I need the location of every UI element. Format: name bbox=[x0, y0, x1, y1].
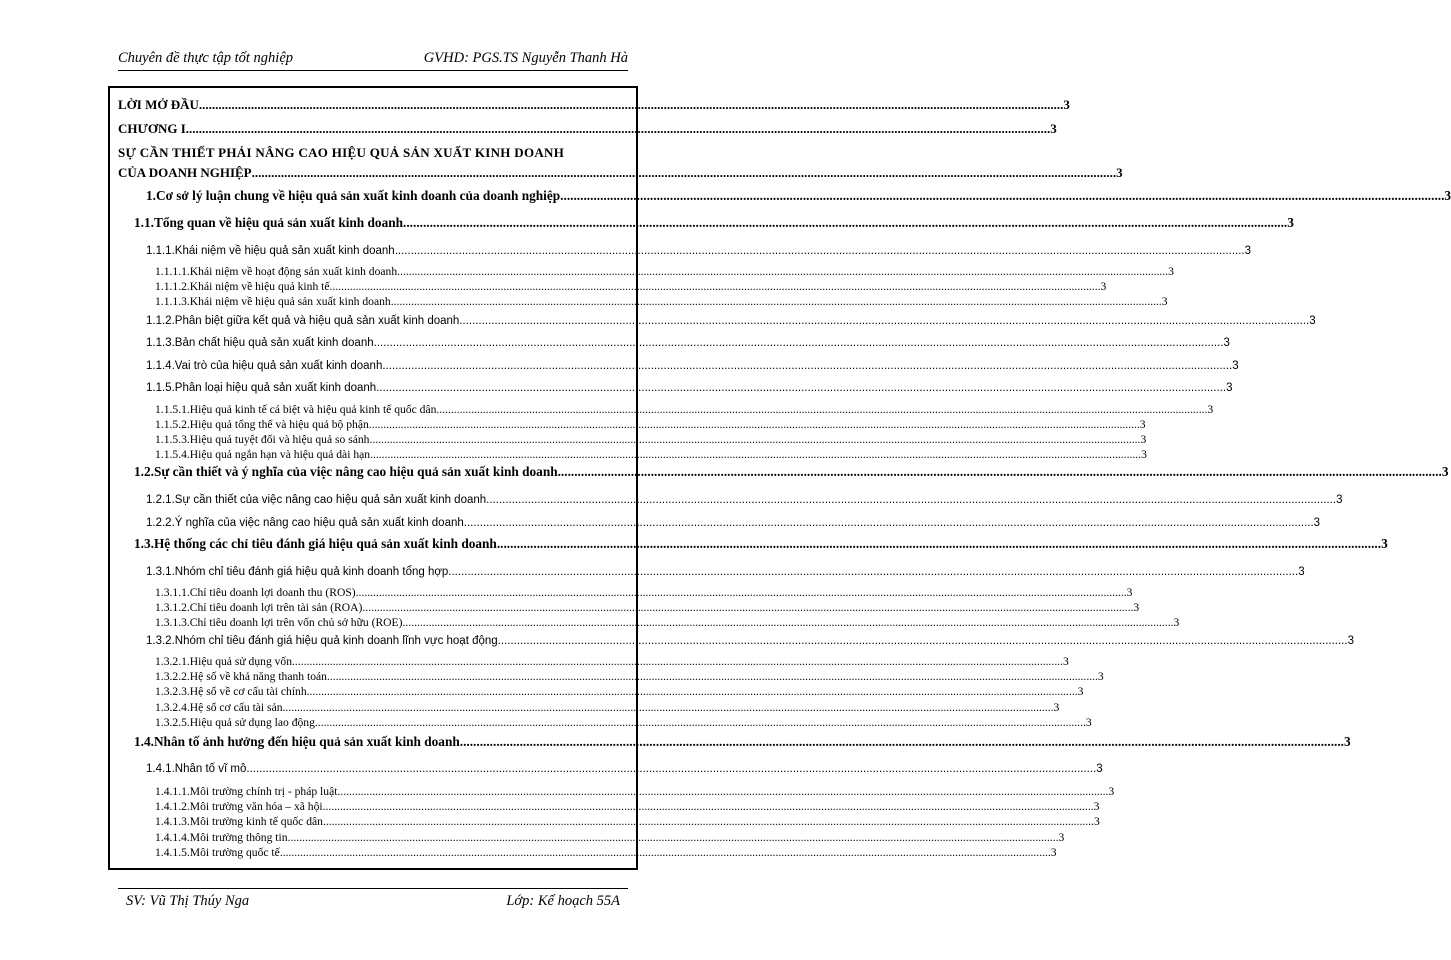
toc-entry[interactable]: CỦA DOANH NGHIỆP .......................................................................................................................................................................................................................................................................... 3 bbox=[118, 165, 1123, 180]
toc-entry[interactable]: 1.1.5.4.Hiệu quả ngắn hạn và hiệu quả dài hạn .......................................................................................................................................................................................................................................................................... 3 bbox=[155, 448, 1147, 461]
toc-entry[interactable]: LỜI MỞ ĐẦU .......................................................................................................................................................................................................................................................................... 3 bbox=[118, 97, 1070, 112]
toc-entry[interactable]: 1.4.1.4.Môi trường thông tin .......................................................................................................................................................................................................................................................................... 3 bbox=[155, 831, 1065, 844]
toc-entry[interactable]: 1.1.2.Phân biệt giữa kết quả và hiệu quả sản xuất kinh doanh .......................................................................................................................................................................................................................................................................... 3 bbox=[146, 315, 1316, 327]
toc-entry[interactable]: 1.3.2.1.Hiệu quả sử dụng vốn .......................................................................................................................................................................................................................................................................... 3 bbox=[155, 655, 1069, 668]
toc-entry[interactable]: 1.4.1.1.Môi trường chính trị - pháp luật .......................................................................................................................................................................................................................................................................... 3 bbox=[155, 785, 1115, 798]
toc-entry[interactable]: 1.3.2.2.Hệ số về khả năng thanh toán .......................................................................................................................................................................................................................................................................... 3 bbox=[155, 670, 1104, 683]
toc-entry[interactable]: 1.4.1.5.Môi trường quốc tế .......................................................................................................................................................................................................................................................................... 3 bbox=[155, 846, 1057, 859]
toc-entry[interactable]: 1.2.2.Ý nghĩa của việc nâng cao hiệu quả sản xuất kinh doanh .......................................................................................................................................................................................................................................................................... 3 bbox=[146, 517, 1321, 529]
toc-entry[interactable]: 1.3.1.Nhóm chỉ tiêu đánh giá hiệu quả kinh doanh tổng hợp .......................................................................................................................................................................................................................................................................... 3 bbox=[146, 566, 1305, 578]
toc-entry[interactable]: 1.1.3.Bản chất hiệu quả sản xuất kinh doanh .......................................................................................................................................................................................................................................................................... 3 bbox=[146, 337, 1230, 349]
toc-entry[interactable]: 1.Cơ sở lý luận chung về hiệu quả sản xuất kinh doanh của doanh nghiệp .......................................................................................................................................................................................................................................................................... 3 bbox=[146, 188, 1451, 203]
toc-entry[interactable]: 1.2.1.Sự cần thiết của việc nâng cao hiệu quả sản xuất kinh doanh .......................................................................................................................................................................................................................................................................... 3 bbox=[146, 494, 1343, 506]
toc-entry[interactable]: 1.3.2.3.Hệ số về cơ cấu tài chính .......................................................................................................................................................................................................................................................................... 3 bbox=[155, 685, 1084, 698]
toc-entry[interactable]: 1.4.Nhân tố ảnh hưởng đến hiệu quả sản xuất kinh doanh .......................................................................................................................................................................................................................................................................... 3 bbox=[134, 734, 1351, 749]
toc-entry[interactable]: 1.4.1.2.Môi trường văn hóa – xã hội .......................................................................................................................................................................................................................................................................... 3 bbox=[155, 800, 1100, 813]
toc-entry[interactable]: 1.1.5.Phân loại hiệu quả sản xuất kinh doanh .......................................................................................................................................................................................................................................................................... 3 bbox=[146, 382, 1233, 394]
toc-entry[interactable]: 1.1.Tổng quan về hiệu quả sản xuất kinh doanh .......................................................................................................................................................................................................................................................................... 3 bbox=[134, 215, 1294, 230]
toc-entry[interactable]: 1.1.5.2.Hiệu quả tổng thể và hiệu quả bộ phận .......................................................................................................................................................................................................................................................................... 3 bbox=[155, 418, 1146, 431]
toc-entry[interactable]: 1.3.2.5.Hiệu quả sử dụng lao động .......................................................................................................................................................................................................................................................................... 3 bbox=[155, 716, 1092, 729]
toc-entry[interactable]: 1.3.2.Nhóm chỉ tiêu đánh giá hiệu quả kinh doanh lĩnh vực hoạt động .......................................................................................................................................................................................................................................................................... 3 bbox=[146, 635, 1354, 647]
page-footer bbox=[118, 888, 628, 913]
toc-entry[interactable]: 1.1.5.1.Hiệu quả kinh tế cá biệt và hiệu quả kinh tế quốc dân .......................................................................................................................................................................................................................................................................... 3 bbox=[155, 403, 1214, 416]
toc-entry[interactable]: 1.3.1.1.Chỉ tiêu doanh lợi doanh thu (ROS) .......................................................................................................................................................................................................................................................................... 3 bbox=[155, 586, 1133, 599]
toc-entry[interactable]: 1.3.1.2.Chỉ tiêu doanh lợi trên tài sản (ROA) .......................................................................................................................................................................................................................................................................... 3 bbox=[155, 601, 1140, 614]
toc-entry[interactable]: 1.1.1.1.Khái niệm về hoạt động sản xuất kinh doanh .......................................................................................................................................................................................................................................................................... 3 bbox=[155, 265, 1174, 278]
toc-entry[interactable]: 1.1.1.3.Khái niệm về hiệu quả sản xuất kinh doanh .......................................................................................................................................................................................................................................................................... 3 bbox=[155, 295, 1168, 308]
toc-entry[interactable]: 1.1.5.3.Hiệu quả tuyệt đối và hiệu quả so sánh .......................................................................................................................................................................................................................................................................... 3 bbox=[155, 433, 1147, 446]
toc-entry[interactable]: CHƯƠNG I .......................................................................................................................................................................................................................................................................... 3 bbox=[118, 121, 1057, 136]
toc-entry[interactable]: 1.3.1.3.Chỉ tiêu doanh lợi trên vốn chủ sở hữu (ROE) .......................................................................................................................................................................................................................................................................... 3 bbox=[155, 616, 1180, 629]
header-supervisor: GVHD: PGS.TS Nguyễn Thanh Hà bbox=[423, 50, 628, 66]
toc-entry[interactable]: 1.1.1.2.Khái niệm về hiệu quả kinh tế .......................................................................................................................................................................................................................................................................... 3 bbox=[155, 280, 1107, 293]
toc-entry[interactable]: 1.4.1.3.Môi trường kinh tế quốc dân .......................................................................................................................................................................................................................................................................... 3 bbox=[155, 815, 1100, 828]
toc-entry[interactable]: 1.2.Sự cần thiết và ý nghĩa của việc nâng cao hiệu quả sản xuất kinh doanh .......................................................................................................................................................................................................................................................................... 3 bbox=[134, 464, 1449, 479]
toc-entry[interactable]: 1.1.4.Vai trò của hiệu quả sản xuất kinh doanh .......................................................................................................................................................................................................................................................................... 3 bbox=[146, 360, 1239, 372]
header-document-title: Chuyên đề thực tập tốt nghiệp bbox=[118, 50, 294, 66]
toc-entry[interactable]: 1.4.1.Nhân tố vĩ mô .......................................................................................................................................................................................................................................................................... 3 bbox=[146, 763, 1103, 775]
footer-class: Lớp: Kế hoạch 55A bbox=[506, 893, 620, 909]
toc-entry[interactable]: 1.3.2.4.Hệ số cơ cấu tài sản .......................................................................................................................................................................................................................................................................... 3 bbox=[155, 701, 1060, 714]
footer-student-name: SV: Vũ Thị Thúy Nga bbox=[126, 893, 250, 909]
chapter-title: SỰ CẦN THIẾT PHẢI NÂNG CAO HIỆU QUẢ SẢN XUẤT KINH DOANH bbox=[118, 145, 565, 160]
toc-entry[interactable]: 1.3.Hệ thống các chỉ tiêu đánh giá hiệu quả sản xuất kinh doanh .......................................................................................................................................................................................................................................................................... 3 bbox=[134, 536, 1388, 551]
toc-entry[interactable]: 1.1.1.Khái niệm về hiệu quả sản xuất kinh doanh .......................................................................................................................................................................................................................................................................... 3 bbox=[146, 245, 1252, 257]
